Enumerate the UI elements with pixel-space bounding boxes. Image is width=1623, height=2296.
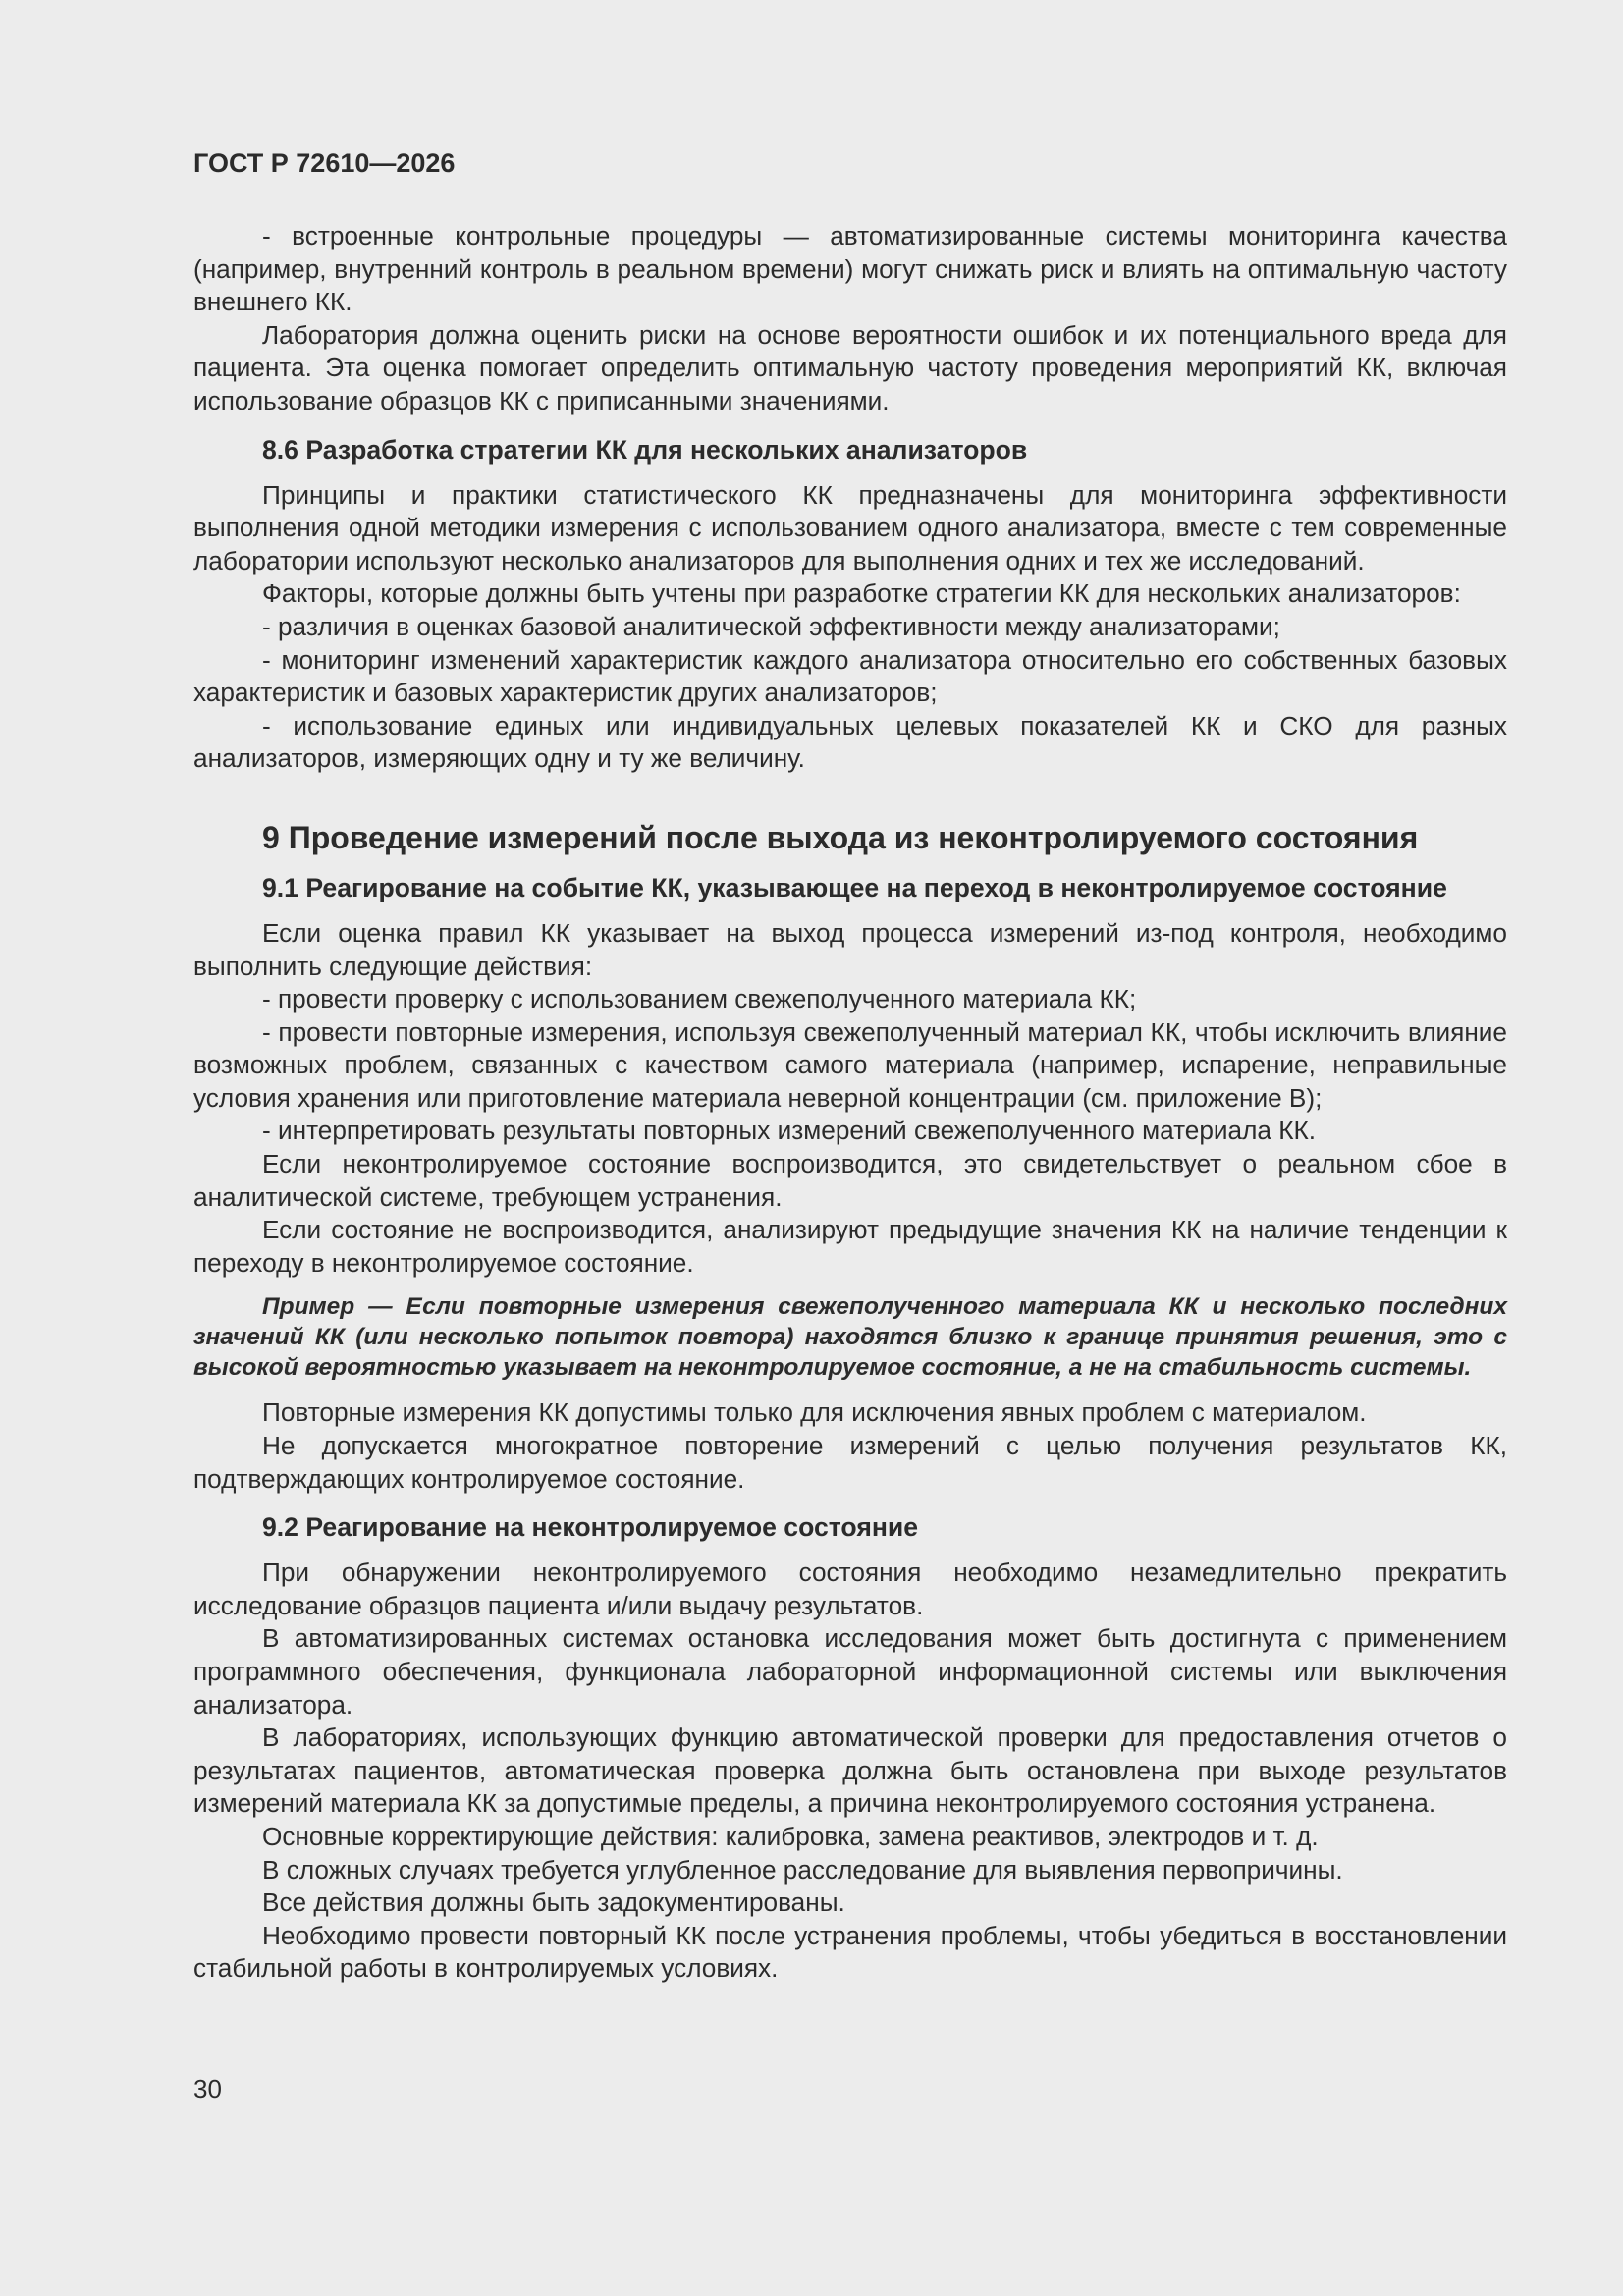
paragraph: Если оценка правил КК указывает на выход процесса измерений из-под контроля, необходимо выполнить следующие действия: [193, 917, 1507, 981]
list-item: - интерпретировать результаты повторных измерений свежеполученного материала КК. [262, 1116, 1316, 1146]
paragraph: - встроенные контрольные процедуры — автоматизированные системы мониторинга качества (например, внутренний контроль в реальном времени) могут снижать риск и влиять на оптимальную частоту внешнего КК. [193, 221, 1507, 317]
section-heading-9-2: 9.2 Реагирование на неконтролируемое состояние [262, 1512, 919, 1543]
paragraph: Принципы и практики статистического КК предназначены для мониторинга эффективности выполнения одной методики измерения с использованием одного анализатора, вместе с тем современные лаборатории используют несколько анализаторов для выполнения одних и тех же исследований. [193, 479, 1507, 575]
paragraph: Лаборатория должна оценить риски на основе вероятности ошибок и их потенциального вреда для пациента. Эта оценка помогает определить оптимальную частоту проведения мероприятий КК, включая использование образцов КК с приписанными значениями. [193, 319, 1507, 415]
paragraph: Если неконтролируемое состояние воспроизводится, это свидетельствует о реальном сбое в аналитической системе, требующем устранения. [193, 1149, 1507, 1212]
paragraph: В автоматизированных системах остановка исследования может быть достигнута с применением программного обеспечения, функционала лабораторной информационной системы или выключения анализатора. [193, 1623, 1507, 1720]
section-heading-9: 9 Проведение измерений после выхода из неконтролируемого состояния [262, 819, 1419, 855]
paragraph: При обнаружении неконтролируемого состояния необходимо незамедлительно прекратить исследование образцов пациента и/или выдачу результатов. [193, 1558, 1507, 1620]
paragraph: Факторы, которые должны быть учтены при разработке стратегии КК для нескольких анализаторов: [262, 578, 1461, 609]
paragraph: Если состояние не воспроизводится, анализируют предыдущие значения КК на наличие тенденции к переходу в неконтролируемое состояние. [193, 1215, 1507, 1278]
paragraph: В сложных случаях требуется углубленное расследование для выявления первопричины. [262, 1854, 1343, 1885]
example-note: Пример — Если повторные измерения свежеполученного материала КК и несколько последних значений КК (или несколько попыток повтора) находятся близко к границе принятия решения, это с высокой вероятностью указывает на неконтролируемое состояние, а не на стабильность системы. [193, 1293, 1507, 1382]
section-heading-8-6: 8.6 Разработка стратегии КК для нескольких анализаторов [262, 434, 1028, 465]
page-number: 30 [193, 2074, 222, 2104]
paragraph: Все действия должны быть задокументированы. [262, 1887, 845, 1918]
list-item: - провести проверку с использованием свежеполученного материала КК; [262, 984, 1137, 1014]
standard-header: ГОСТ Р 72610—2026 [193, 148, 456, 178]
list-item: - провести повторные измерения, используя свежеполученный материал КК, чтобы исключить влияние возможных проблем, связанных с качеством самого материала (например, испарение, неправильные условия хранения или приготовление материала неверной концентрации (см. приложение В); [193, 1016, 1507, 1113]
paragraph: Необходимо провести повторный КК после устранения проблемы, чтобы убедиться в восстановлении стабильной работы в контролируемых условиях. [193, 1920, 1507, 1984]
document-page [193, 145, 1507, 1986]
section-heading-9-1: 9.1 Реагирование на событие КК, указывающее на переход в неконтролируемое состояние [262, 872, 1447, 902]
paragraph: В лабораториях, использующих функцию автоматической проверки для предоставления отчетов о результатах пациентов, автоматическая проверка должна быть остановлена при выходе результатов измерений материала КК за допустимые пределы, а причина неконтролируемого состояния устранена. [193, 1722, 1507, 1819]
paragraph: Повторные измерения КК допустимы только для исключения явных проблем с материалом. [262, 1397, 1367, 1428]
list-item: - различия в оценках базовой аналитической эффективности между анализаторами; [262, 611, 1280, 641]
paragraph: Основные корректирующие действия: калибровка, замена реактивов, электродов и т. д. [262, 1821, 1319, 1851]
list-item: - мониторинг изменений характеристик каждого анализатора относительно его собственных базовых характеристик и базовых характеристик других анализаторов; [193, 644, 1507, 708]
paragraph: Не допускается многократное повторение измерений с целью получения результатов КК, подтверждающих контролируемое состояние. [193, 1431, 1507, 1494]
list-item: - использование единых или индивидуальных целевых показателей КК и СКО для разных анализаторов, измеряющих одну и ту же величину. [193, 710, 1507, 774]
